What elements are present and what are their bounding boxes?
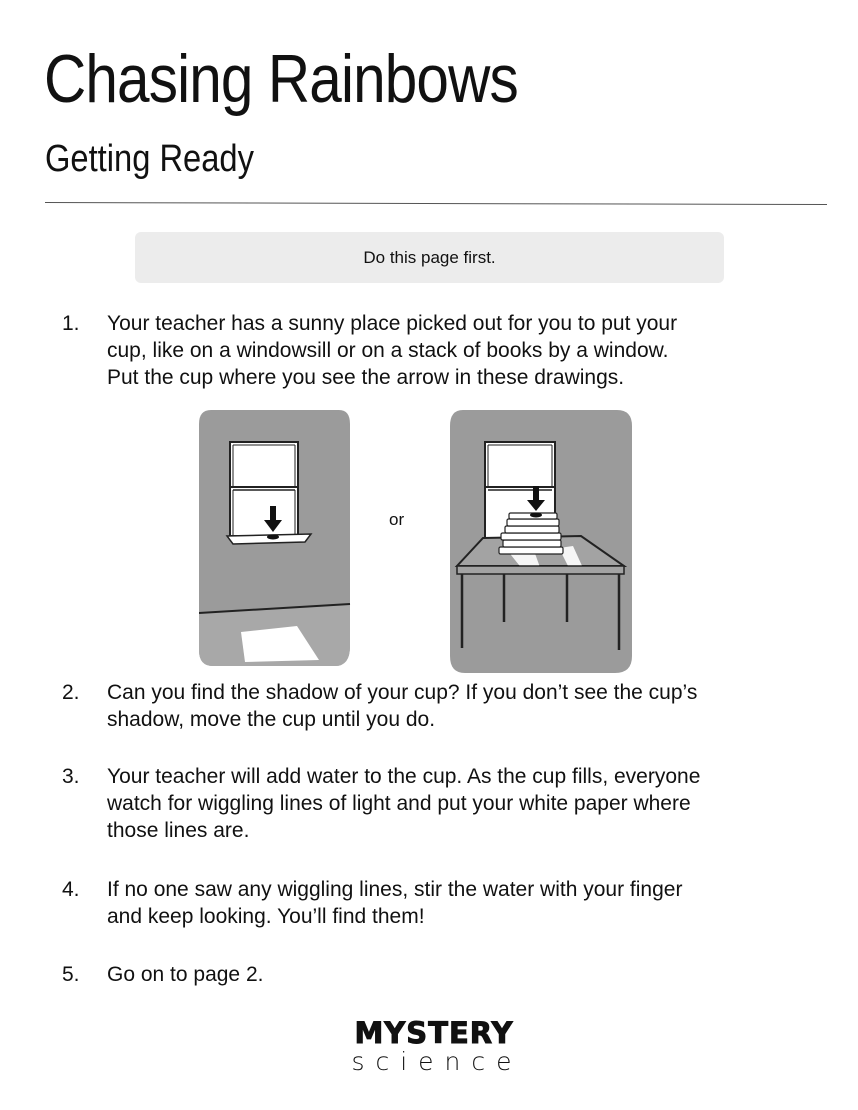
step-text: If no one saw any wiggling lines, stir the water with your finger and keep looking. You’ll find them! xyxy=(107,878,683,928)
step-number: 2. xyxy=(62,681,80,704)
cup xyxy=(267,535,279,540)
cup xyxy=(530,513,542,518)
table-apron xyxy=(457,566,624,574)
logo-line-2: science xyxy=(351,1047,523,1076)
instruction-note: Do this page first. xyxy=(135,232,724,283)
step-text: Go on to page 2. xyxy=(107,963,264,986)
page-subtitle: Getting Ready xyxy=(45,138,254,180)
page-title: Chasing Rainbows xyxy=(44,41,518,117)
step-number: 4. xyxy=(62,878,80,901)
books-on-table-drawing xyxy=(449,410,633,674)
windowsill-drawing xyxy=(199,410,351,666)
step-number: 1. xyxy=(62,312,80,335)
mystery-science-logo xyxy=(339,1018,529,1076)
step-number: 5. xyxy=(62,963,80,986)
step-number: 3. xyxy=(62,765,80,788)
book-stack xyxy=(499,513,563,554)
step-text: Your teacher has a sunny place picked out for you to put your cup, like on a windowsill or on a stack of books by a window. Put the cup where you see the arrow in these drawings. xyxy=(107,312,678,389)
logo-line-1: MYSTERY xyxy=(354,1016,514,1050)
step-text: Your teacher will add water to the cup. As the cup fills, everyone watch for wiggling lines of light and put your white paper where those lines are. xyxy=(107,765,701,842)
header-divider xyxy=(45,202,827,205)
step-text: Can you find the shadow of your cup? If you don’t see the cup’s shadow, move the cup until you do. xyxy=(107,681,698,731)
or-label: or xyxy=(389,510,405,529)
window-frame xyxy=(230,442,298,536)
